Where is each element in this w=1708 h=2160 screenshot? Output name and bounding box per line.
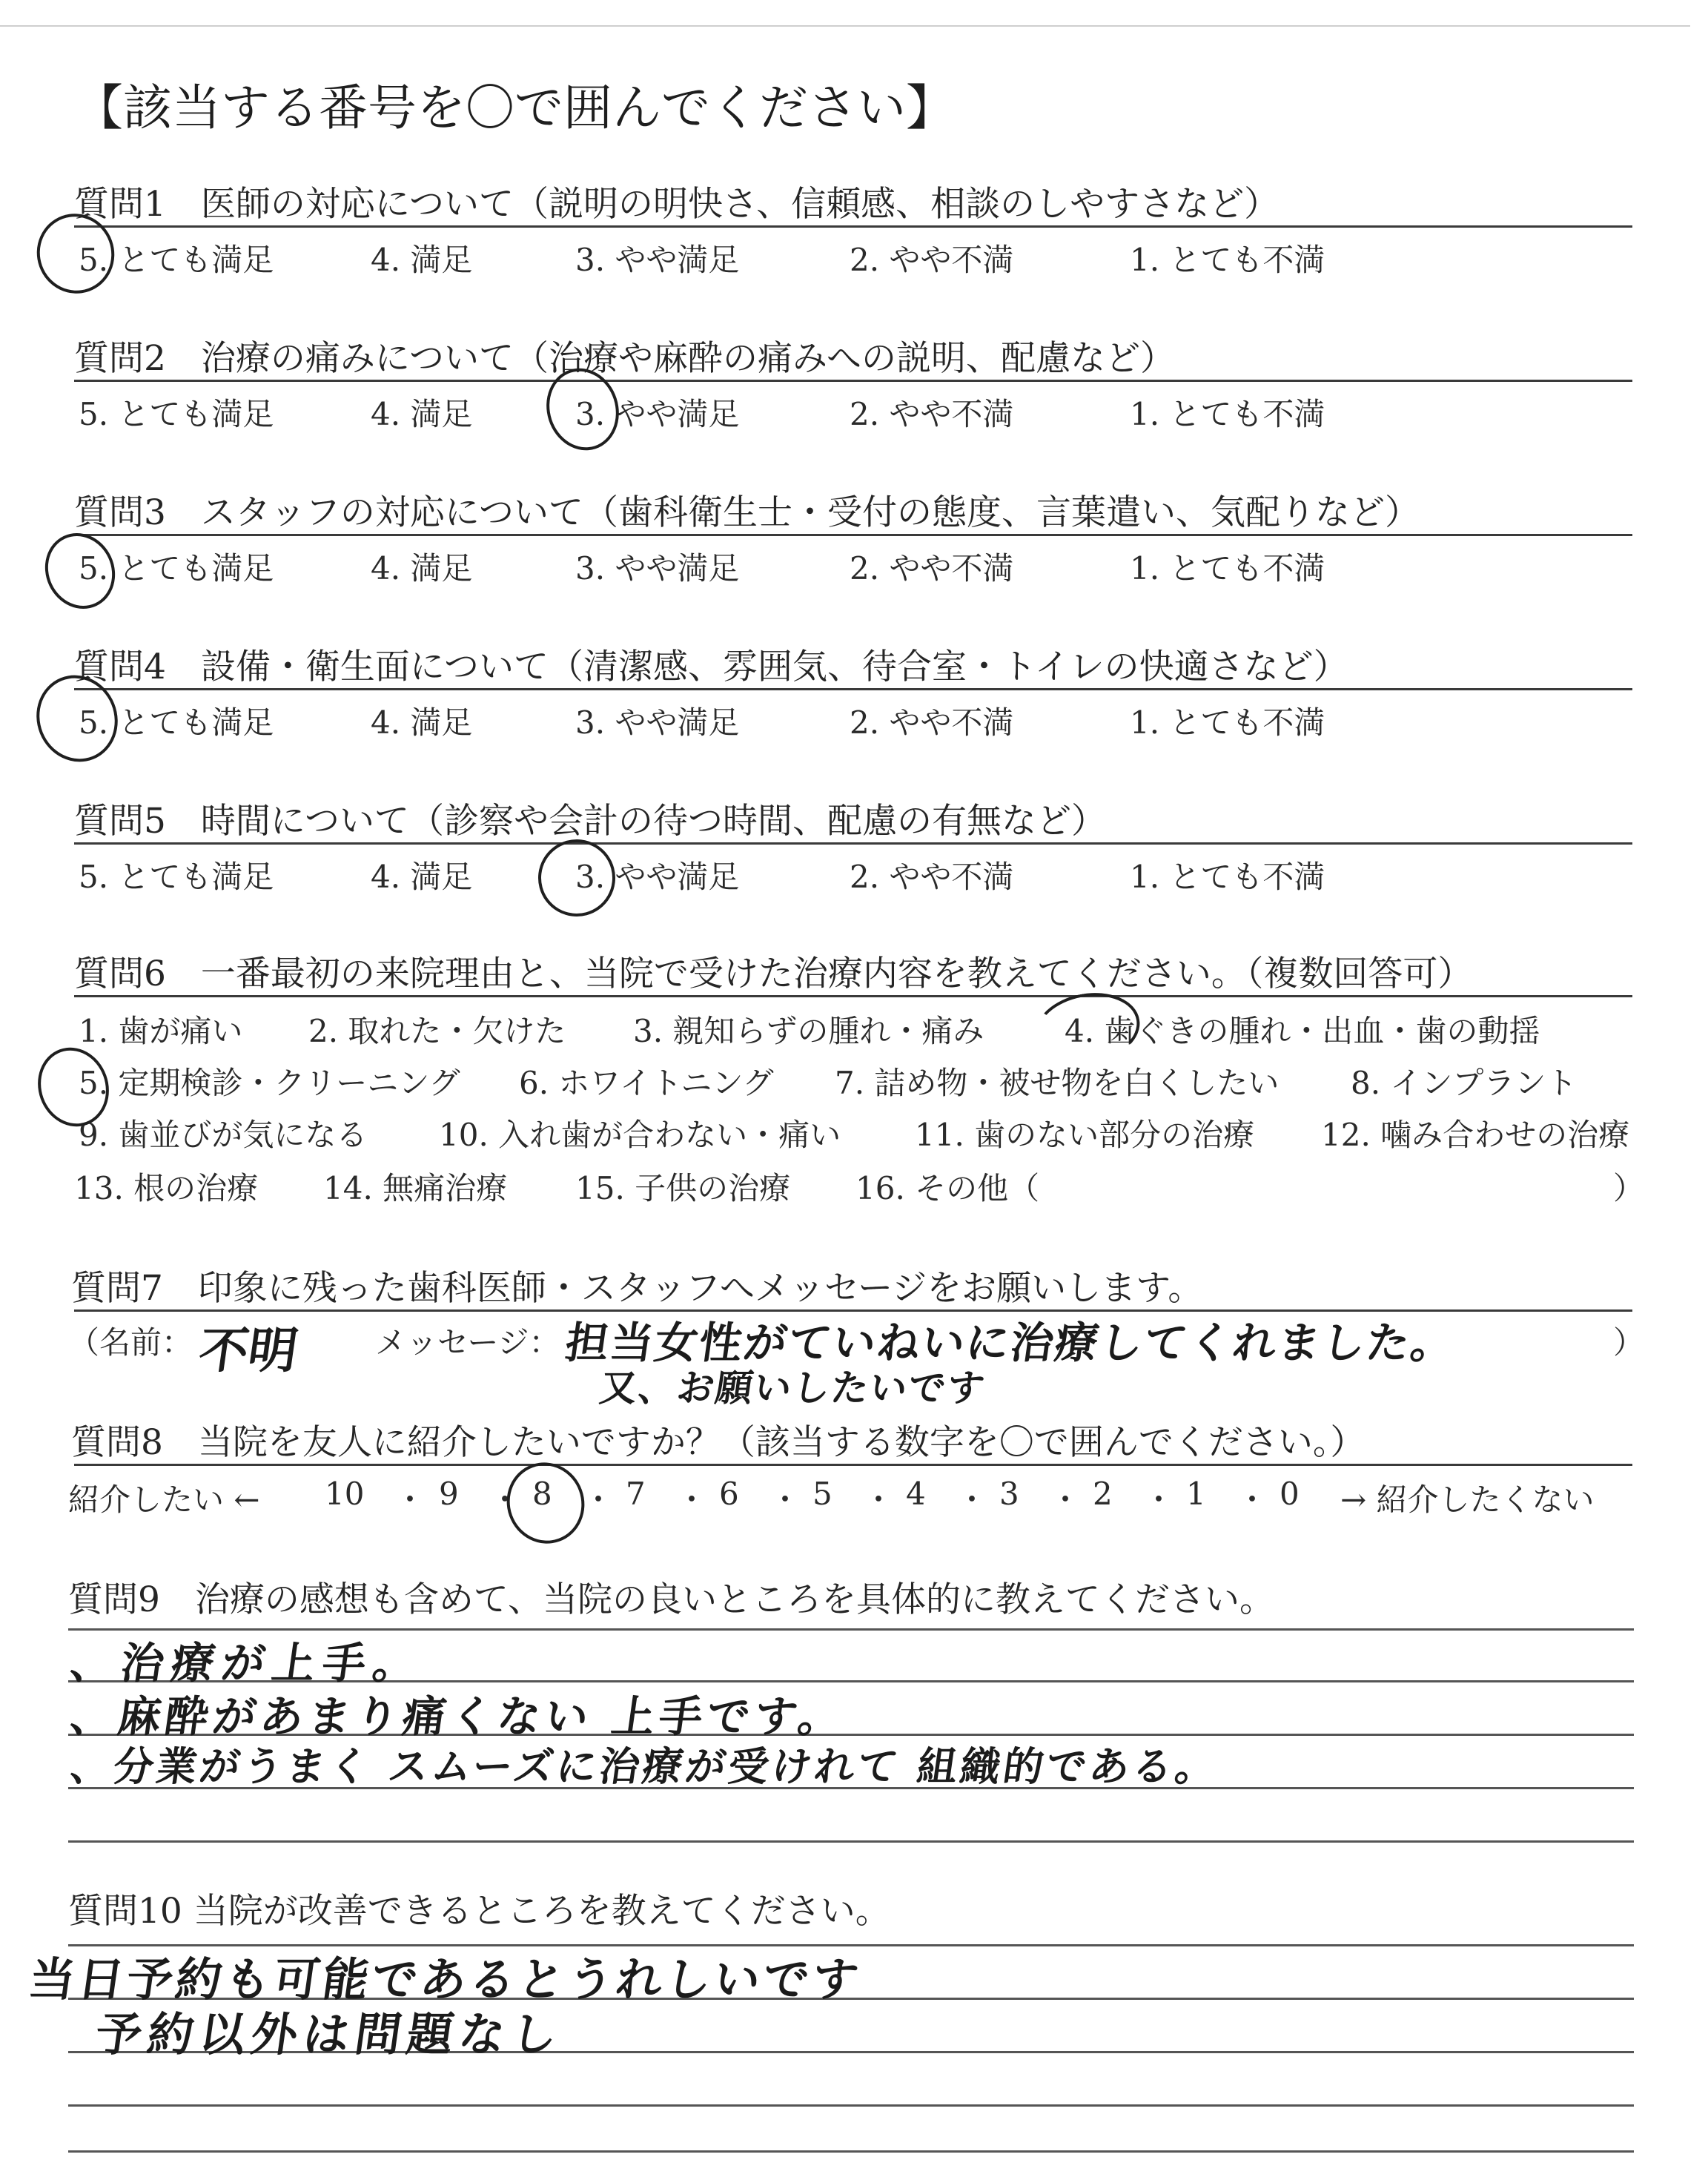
q7-close-paren: ） <box>1613 1324 1645 1361</box>
q1-option-2[interactable]: 2. やや不満 <box>850 242 1014 278</box>
q2-option-3[interactable]: 3. やや満足 <box>575 396 740 432</box>
q9-answer-2: 、麻酔があまり痛くない 上手です。 <box>67 1691 850 1742</box>
q8-score-9[interactable]: 9 <box>439 1476 459 1512</box>
question-2-label: 質問2 治療の痛みについて（治療や麻酔の痛みへの説明、配慮など） <box>74 338 1176 379</box>
q3-option-3[interactable]: 3. やや満足 <box>575 550 740 587</box>
q8-score-4[interactable]: 4 <box>906 1476 926 1512</box>
q3-option-2[interactable]: 2. やや不満 <box>850 550 1014 587</box>
q6-option-16[interactable]: 16. その他（ <box>855 1170 1040 1206</box>
q6-option-11[interactable]: 11. 歯のない部分の治療 <box>915 1117 1255 1153</box>
q7-message-line-2: 又、お願いしたいです <box>597 1367 989 1410</box>
question-5-rule <box>74 842 1632 845</box>
q3-option-1[interactable]: 1. とても不満 <box>1130 550 1325 587</box>
question-7-label: 質問7 印象に残った歯科医師・スタッフへメッセージをお願いします。 <box>71 1268 1203 1309</box>
question-6-rule <box>74 995 1632 997</box>
q9-answer-1: 、治療が上手。 <box>67 1638 428 1688</box>
q8-dot: ・ <box>863 1482 895 1518</box>
q2-option-1[interactable]: 1. とても不満 <box>1130 396 1325 432</box>
question-8-label: 質問8 当院を友人に紹介したいですか？（該当する数字を〇で囲んでください。） <box>71 1422 1366 1463</box>
q8-selection-circle <box>495 1452 595 1555</box>
q1-option-3[interactable]: 3. やや満足 <box>575 242 740 278</box>
q4-option-3[interactable]: 3. やや満足 <box>575 704 740 741</box>
q8-score-8[interactable]: 8 <box>532 1476 552 1512</box>
q3-option-5[interactable]: 5. とても満足 <box>79 550 274 587</box>
q6-option-5[interactable]: 5. 定期検診・クリーニング <box>79 1065 460 1101</box>
question-10-label: 質問10 当院が改善できるところを教えてください。 <box>68 1891 890 1932</box>
q8-left-label: 紹介したい ← <box>68 1482 260 1518</box>
question-8-rule <box>74 1464 1632 1466</box>
q5-selection-circle <box>529 830 623 925</box>
q10-answer-2: 予約以外は問題なし <box>92 2007 567 2061</box>
question-4-rule <box>74 688 1632 690</box>
q6-option-15[interactable]: 15. 子供の治療 <box>575 1170 791 1206</box>
q8-score-3[interactable]: 3 <box>999 1476 1019 1512</box>
q8-dot: ・ <box>676 1482 708 1518</box>
q6-option-6[interactable]: 6. ホワイトニング <box>519 1065 774 1101</box>
q6-option-12[interactable]: 12. 噛み合わせの治療 <box>1321 1117 1630 1153</box>
q6-option-14[interactable]: 14. 無痛治療 <box>323 1170 508 1206</box>
q3-selection-circle <box>33 521 127 620</box>
q8-dot: ・ <box>1143 1482 1175 1518</box>
q6-option-13[interactable]: 13. 根の治療 <box>74 1170 259 1206</box>
q3-option-4[interactable]: 4. 満足 <box>371 550 473 587</box>
q8-score-2[interactable]: 2 <box>1093 1476 1113 1512</box>
question-2-rule <box>74 380 1632 382</box>
q5-option-3[interactable]: 3. やや満足 <box>575 859 740 895</box>
q7-message-label: メッセージ： <box>375 1324 560 1361</box>
q5-option-1[interactable]: 1. とても不満 <box>1130 859 1325 895</box>
question-9-label: 質問9 治療の感想も含めて、当院の良いところを具体的に教えてください。 <box>68 1579 1274 1620</box>
q10-answer-1: 当日予約も可能であるとうれしいです <box>25 1952 865 2007</box>
q4-option-2[interactable]: 2. やや不満 <box>850 704 1014 741</box>
q8-dot: ・ <box>956 1482 988 1518</box>
q8-score-1[interactable]: 1 <box>1186 1476 1206 1512</box>
q2-option-4[interactable]: 4. 満足 <box>371 396 473 432</box>
q7-name-label: （名前： <box>68 1324 193 1361</box>
q6-option-2[interactable]: 2. 取れた・欠けた <box>308 1013 566 1049</box>
question-1-rule <box>74 225 1632 228</box>
q4-option-1[interactable]: 1. とても不満 <box>1130 704 1325 741</box>
question-5-label: 質問5 時間について（診察や会計の待つ時間、配慮の有無など） <box>74 801 1106 842</box>
question-4-label: 質問4 設備・衛生面について（清潔感、雰囲気、待合室・トイレの快適さなど） <box>74 647 1348 687</box>
q6-option-9[interactable]: 9. 歯並びが気になる <box>79 1117 368 1153</box>
q2-option-2[interactable]: 2. やや不満 <box>850 396 1014 432</box>
question-6-label: 質問6 一番最初の来院理由と、当院で受けた治療内容を教えてください。（複数回答可） <box>74 954 1473 994</box>
q2-option-5[interactable]: 5. とても満足 <box>79 396 274 432</box>
q4-option-5[interactable]: 5. とても満足 <box>79 704 274 741</box>
q8-dot: ・ <box>489 1482 521 1518</box>
q6-option-4[interactable]: 4. 歯ぐきの腫れ・出血・歯の動揺 <box>1065 1013 1540 1049</box>
q10-answer-rule-4 <box>68 2104 1634 2107</box>
question-1-label: 質問1 医師の対応について（説明の明快さ、信頼感、相談のしやすさなど） <box>74 184 1280 225</box>
q8-score-0[interactable]: 0 <box>1280 1476 1300 1512</box>
q6-option-7[interactable]: 7. 詰め物・被せ物を白くしたい <box>835 1065 1280 1101</box>
q8-dot: ・ <box>394 1482 426 1518</box>
q1-option-5[interactable]: 5. とても満足 <box>79 242 274 278</box>
page-title: 【該当する番号を〇で囲んでください】 <box>74 79 955 136</box>
q1-option-1[interactable]: 1. とても不満 <box>1130 242 1325 278</box>
q4-option-4[interactable]: 4. 満足 <box>371 704 473 741</box>
q8-dot: ・ <box>1050 1482 1082 1518</box>
q6-option-10[interactable]: 10. 入れ歯が合わない・痛い <box>439 1117 841 1153</box>
q6-option-3[interactable]: 3. 親知らずの腫れ・痛み <box>633 1013 984 1049</box>
question-3-rule <box>74 534 1632 536</box>
q8-score-10[interactable]: 10 <box>325 1476 365 1512</box>
q5-option-5[interactable]: 5. とても満足 <box>79 859 274 895</box>
q7-message-line-1: 担当女性がていねいに治療してくれました。 <box>562 1318 1460 1368</box>
q8-dot: ・ <box>769 1482 801 1518</box>
q9-answer-rule-5 <box>68 1840 1634 1843</box>
q10-answer-rule-5 <box>68 2150 1634 2153</box>
q5-option-4[interactable]: 4. 満足 <box>371 859 473 895</box>
scan-top-edge <box>0 25 1690 27</box>
q6-option-8[interactable]: 8. インプラント <box>1351 1065 1578 1101</box>
question-3-label: 質問3 スタッフの対応について（歯科衛生士・受付の態度、言葉遣い、気配りなど） <box>74 492 1420 533</box>
q9-answer-3: 、分業がうまく スムーズに治療が受けれて 組織的である。 <box>67 1743 1222 1790</box>
q5-option-2[interactable]: 2. やや不満 <box>850 859 1014 895</box>
q8-right-label: → 紹介したくない <box>1340 1482 1595 1518</box>
q8-score-7[interactable]: 7 <box>626 1476 646 1512</box>
q8-dot: ・ <box>583 1482 615 1518</box>
q8-score-5[interactable]: 5 <box>812 1476 833 1512</box>
q8-score-6[interactable]: 6 <box>719 1476 739 1512</box>
q1-option-4[interactable]: 4. 満足 <box>371 242 473 278</box>
q6-option-1[interactable]: 1. 歯が痛い <box>79 1013 243 1049</box>
q6-other-close: ） <box>1613 1170 1645 1206</box>
q7-name-value: 不明 <box>195 1322 302 1379</box>
q8-dot: ・ <box>1237 1482 1268 1518</box>
